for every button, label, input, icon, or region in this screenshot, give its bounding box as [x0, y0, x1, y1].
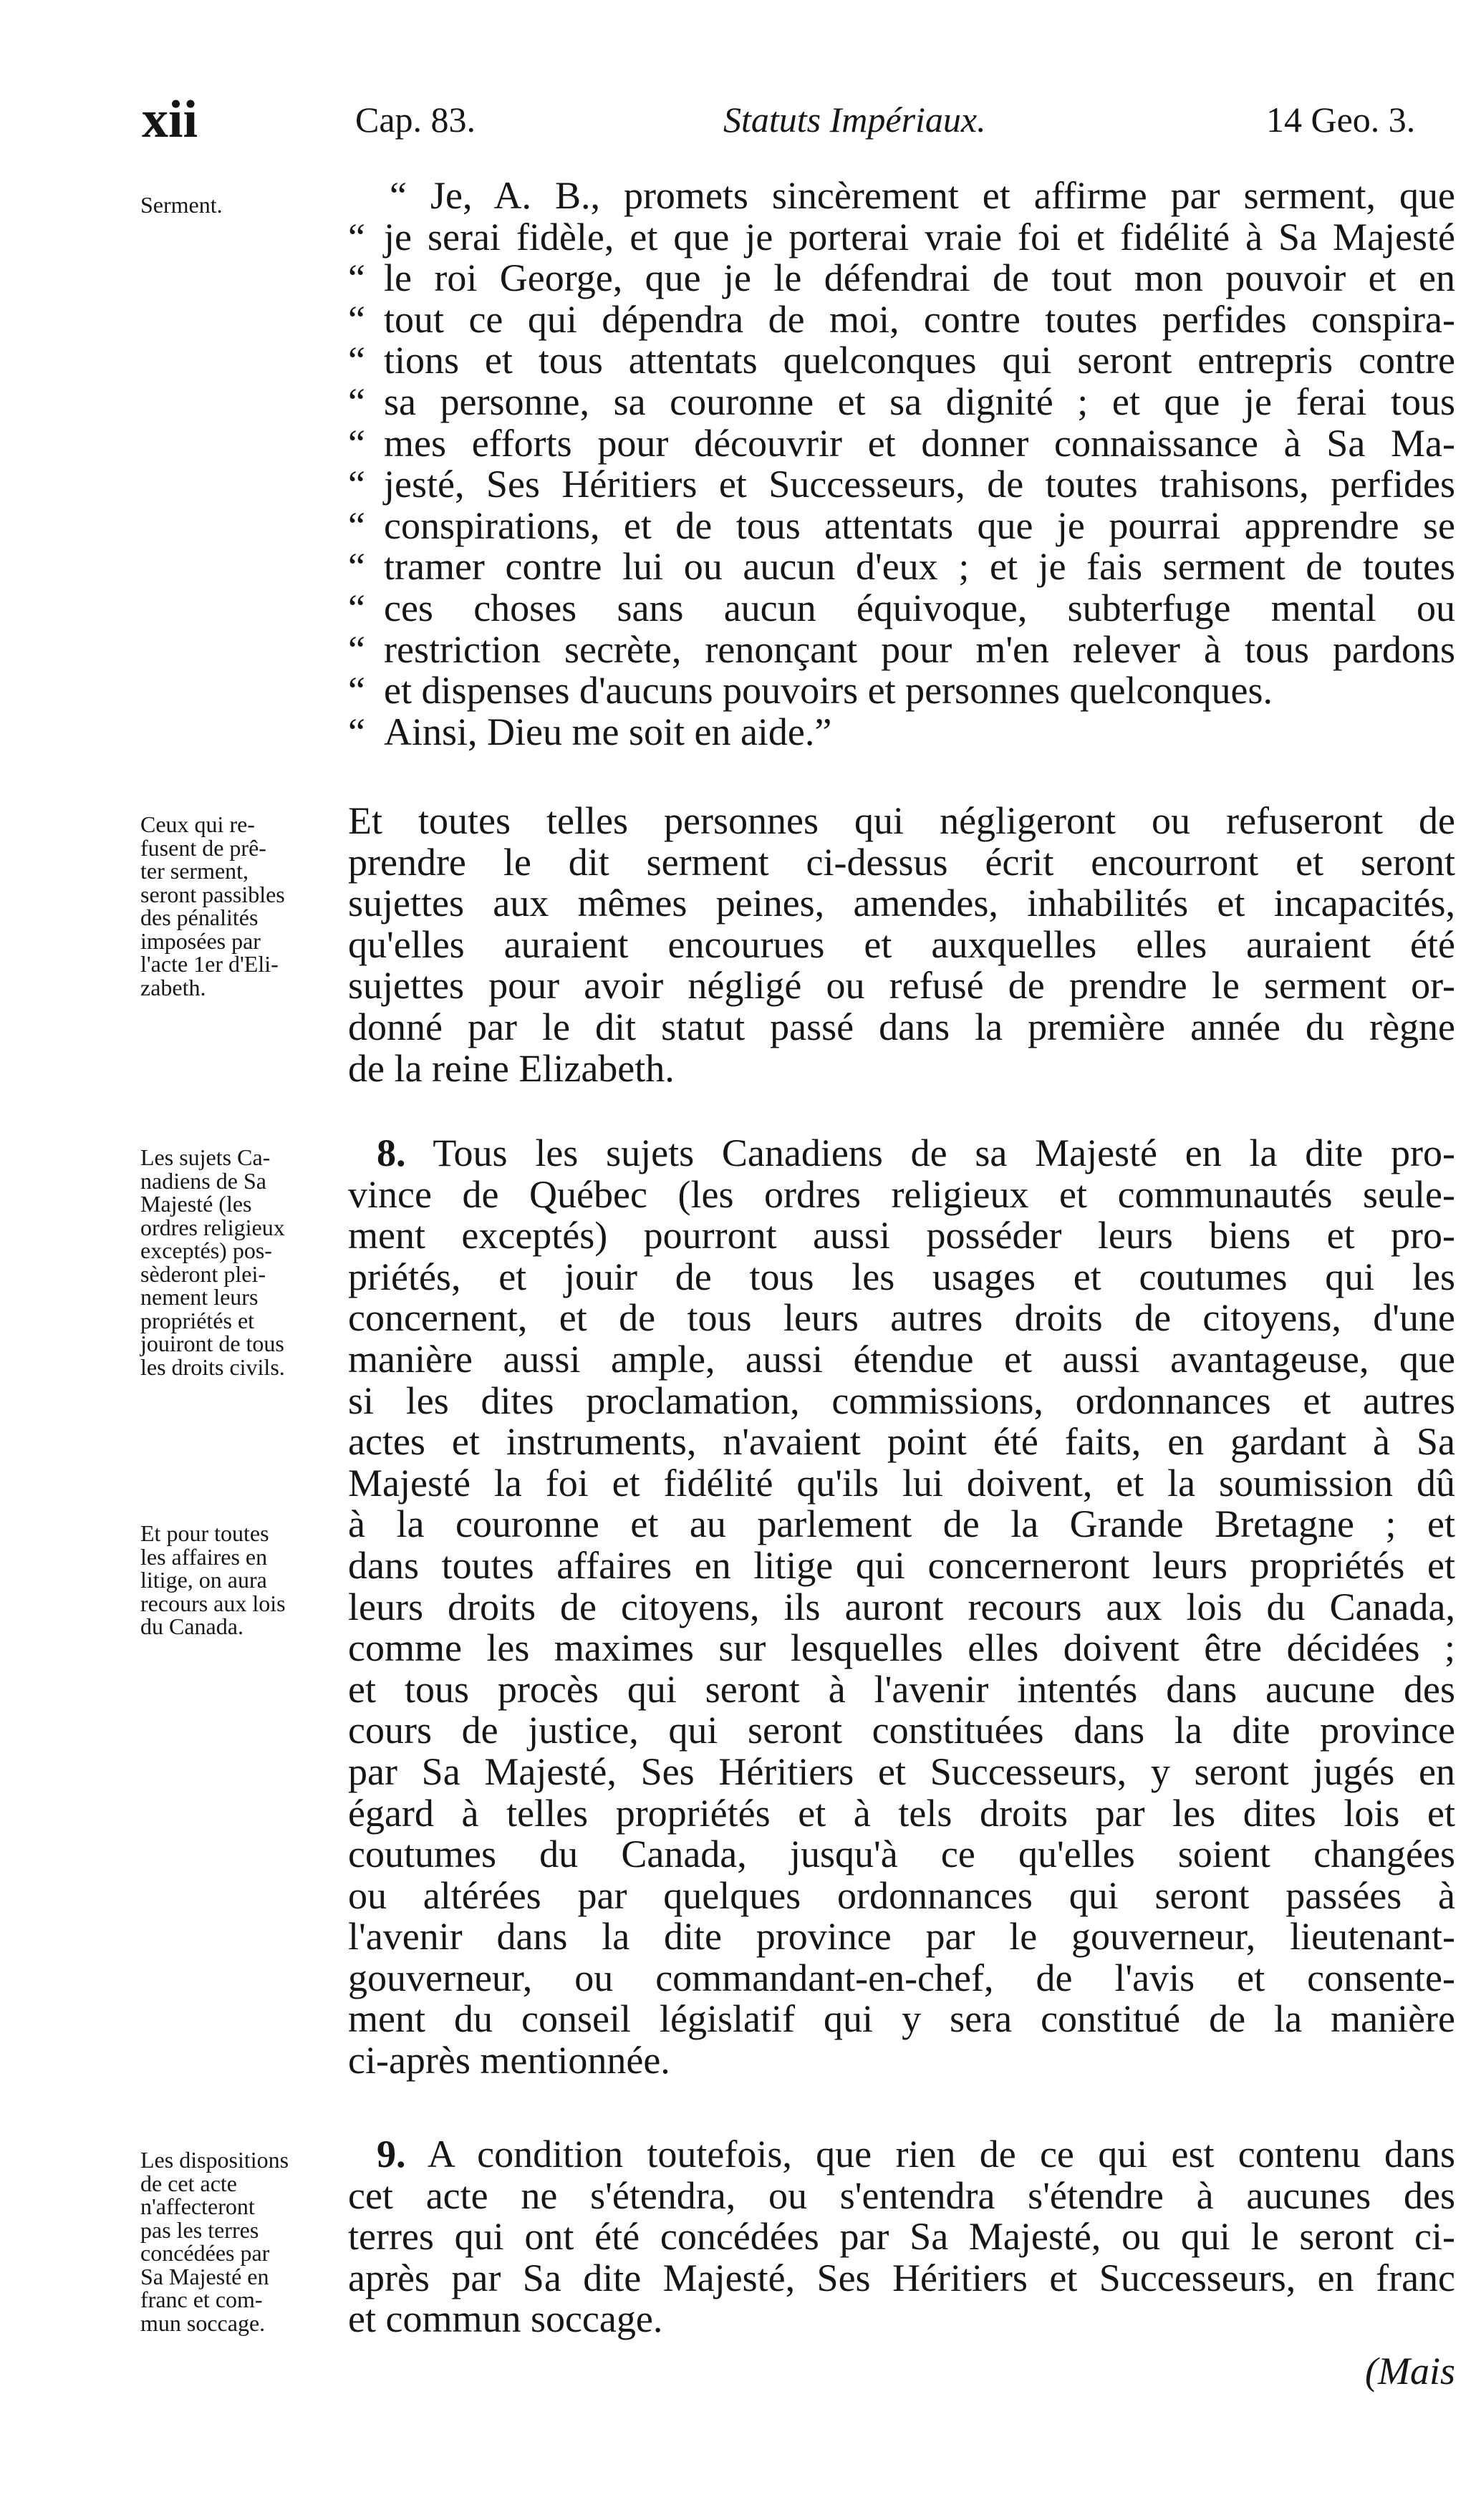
margin-note-rights: Les sujets Ca- nadiens de Sa Majesté (les ordres religieux exceptés) pos- sèderont plei- nement leurs propriétés et jouiront de tous les droits civils.	[140, 1144, 285, 1380]
margin-note-laws: Et pour toutes les affaires en litige, on aura recours aux lois du Canada.	[140, 1520, 286, 1639]
oath-line: conspirations, et de tous attentats que je pourrai apprendre se	[384, 503, 1455, 547]
oath-line: Ainsi, Dieu me soit en aide.”	[384, 710, 832, 753]
section-8: 8. Tous les sujets Canadiens de sa Majesté en la dite pro- vince de Québec (les ordres religieux et communautés seule- ment exceptés) pourront aussi posséder leurs biens et pro- priétés, et jouir de tous les usages et coutumes qui les concernent, et de tous leurs autres droits de citoyens, d'une manière aussi ample, aussi étendue et aussi avantageuse, que si les dites proclamation, commissions, ordonnances et autres actes et instruments, n'avaient point été faits, en gardant à Sa Majesté la foi et fidélité qu'ils lui doivent, et la soumission dû à la couronne et au parlement de la Grande Bretagne ; et dans toutes affaires en litige qui concerneront leurs propriétés et leurs droits de citoyens, ils auront recours aux lois du Canada, comme les maximes sur lesquelles elles doivent être décidées ; et tous procès qui seront à l'avenir intentés dans aucune des cours de justice, qui seront constituées dans la dite province par Sa Majesté, Ses Héritiers et Successeurs, y seront jugés en égard à telles propriétés et à tels droits par les dites lois et coutumes du Canada, jusqu'à ce qu'elles soient changées ou altérées par quelques ordonnances qui seront passées à l'avenir dans la dite province par le gouverneur, lieutenant- gouverneur, ou commandant-en-chef, de l'avis et consente- ment du conseil législatif qui y sera constitué de la manière ci-après mentionnée.	[348, 1131, 1456, 2082]
quote-mark: “	[348, 710, 365, 753]
section-number: 9.	[377, 2133, 406, 2176]
oath-line: le roi George, que je le défendrai de tout mon pouvoir et en	[384, 256, 1455, 300]
oath-line: et dispenses d'aucuns pouvoirs et personnes quelconques.	[384, 669, 1273, 713]
section-9: 9. A condition toutefois, que rien de ce qui est contenu dans cet acte ne s'étendra, ou s'entendra s'étendre à aucunes des terres qui ont été concédées par Sa Majesté, ou qui le seront ci- après par Sa dite Majesté, Ses Héritiers et Successeurs, en franc et commun soccage.	[348, 2133, 1455, 2341]
refusal-paragraph: Et toutes telles personnes qui négligeront ou refuseront de prendre le dit serment ci-dessus écrit encourront et seront sujettes aux mêmes peines, amendes, inhabilités et incapacités, qu'elles auraient encourues et auxquelles elles auraient été sujettes pour avoir négligé ou refusé de prendre le serment or- donné par le dit statut passé dans la première année du règne de la reine Elizabeth.	[348, 799, 1455, 1090]
quote-mark: “	[348, 627, 365, 671]
oath-line: jesté, Ses Héritiers et Successeurs, de toutes trahisons, perfides	[384, 463, 1455, 506]
section-number: 8.	[377, 1131, 406, 1174]
quote-mark: “	[348, 215, 365, 259]
oath-line: tramer contre lui ou aucun d'eux ; et je fais serment de toutes	[384, 545, 1455, 589]
page-number: xii	[142, 90, 198, 149]
quote-mark: “	[348, 545, 365, 589]
oath-line: “ Je, A. B., promets sincèrement et affirme par serment, que	[390, 174, 1455, 217]
oath-line: tions et tous attentats quelconques qui seront entrepris contre	[384, 339, 1455, 382]
oath-line: sa personne, sa couronne et sa dignité ; et que je ferai tous	[384, 380, 1455, 423]
catchword: (Mais	[1365, 2350, 1455, 2393]
regnal-year: 14 Geo. 3.	[1266, 100, 1416, 140]
margin-note-refusal: Ceux qui re- fusent de prê- ter serment, seront passibles des pénalités imposées par l'acte 1er d'Eli- zabeth.	[140, 811, 285, 1000]
quote-mark: “	[348, 463, 365, 506]
oath-line: tout ce qui dépendra de moi, contre toutes perfides conspira-	[384, 297, 1455, 341]
margin-note-oath: Serment.	[140, 192, 223, 218]
oath-line: mes efforts pour découvrir et donner connaissance à Sa Ma-	[384, 421, 1455, 465]
oath-text	[348, 175, 1455, 753]
quote-mark: “	[348, 297, 365, 341]
quote-mark: “	[348, 586, 365, 629]
quote-mark: “	[348, 380, 365, 423]
quote-mark: “	[348, 669, 365, 713]
margin-note-soccage: Les dispositions de cet acte n'affecteront pas les terres concédées par Sa Majesté en franc et com- mun soccage.	[140, 2147, 289, 2336]
oath-line: restriction secrète, renonçant pour m'en relever à tous pardons	[384, 627, 1455, 671]
chapter-label: Cap. 83.	[355, 100, 476, 140]
quote-mark: “	[348, 339, 365, 382]
running-title: Statuts Impériaux.	[723, 100, 986, 140]
oath-line: ces choses sans aucun équivoque, subterfuge mental ou	[384, 586, 1455, 629]
quote-mark: “	[348, 421, 365, 465]
quote-mark: “	[348, 256, 365, 300]
quote-mark: “	[348, 503, 365, 547]
oath-line: je serai fidèle, et que je porterai vraie foi et fidélité à Sa Majesté	[384, 215, 1455, 259]
